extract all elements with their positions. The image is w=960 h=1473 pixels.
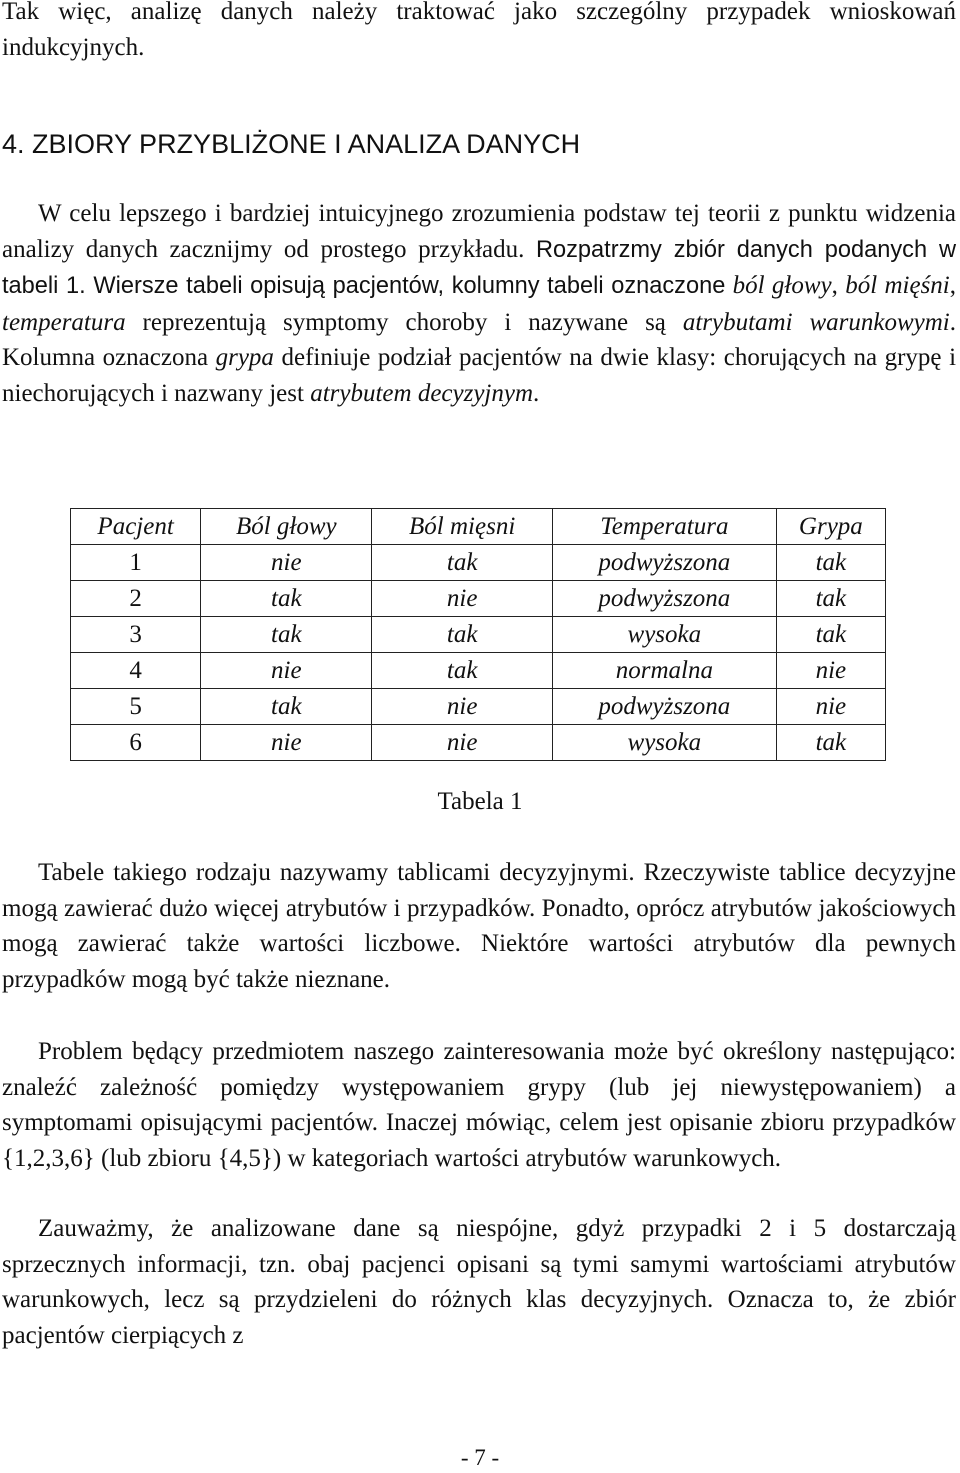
table-cell: nie xyxy=(372,725,553,761)
table-cell: tak xyxy=(372,545,553,581)
table-cell: tak xyxy=(201,689,372,725)
table-cell: 6 xyxy=(71,725,201,761)
table-cell: tak xyxy=(201,581,372,617)
table-cell: 2 xyxy=(71,581,201,617)
header-bol-miesni: Ból mięsni xyxy=(372,509,553,545)
punctuation: , xyxy=(831,272,838,300)
paragraph-decision-tables: Tabele takiego rodzaju nazywamy tablicami decyzyjnymi. Rzeczywiste tablice decyzyjne mogą zawierać dużo więcej atrybutów i przypadków. Ponadto, oprócz atrybutów jakościowych mogą zawierać także wartości liczbowe. Niektóre wartości atrybutów dla pewnych przypadków mogą być także nieznane. xyxy=(2,859,956,993)
table-caption: Tabela 1 xyxy=(437,788,523,815)
header-pacjent: Pacjent xyxy=(71,509,201,545)
table-cell: wysoka xyxy=(552,725,776,761)
table-cell: tak xyxy=(201,617,372,653)
term-grypa: grypa xyxy=(215,344,274,372)
section-heading: 4. ZBIORY PRZYBLIŻONE I ANALIZA DANYCH xyxy=(2,129,581,159)
table-header-row xyxy=(71,509,886,545)
table-cell: wysoka xyxy=(552,617,776,653)
table-cell: podwyższona xyxy=(552,581,776,617)
table-cell: nie xyxy=(372,581,553,617)
decision-table xyxy=(70,508,886,761)
punctuation: , xyxy=(949,272,957,300)
table-row xyxy=(71,689,886,725)
table-row xyxy=(71,653,886,689)
paragraph-sentence: . Kolumna oznaczona xyxy=(2,308,957,372)
paragraph-sentence: W celu lepszego i bardziej intuicyjnego zrozumienia podstaw tej teorii z punktu widzenia analizy danych zacznijmy od prostego przykładu. xyxy=(2,200,956,263)
header-grypa: Grypa xyxy=(776,509,885,545)
header-bol-glowy: Ból głowy xyxy=(201,509,372,545)
page-number: - 7 - xyxy=(460,1445,500,1470)
table-cell: tak xyxy=(776,581,885,617)
paragraph-inconsistency: Zauważmy, że analizowane dane są niespójne, gdyż przypadki 2 i 5 dostarczają sprzecznych informacji, tzn. obaj pacjenci opisani są tymi samymi wartościami atrybutów warunkowych, lecz są przydzieleni do różnych klas decyzyjnych. Oznacza to, że zbiór pacjentów cierpiących z xyxy=(2,1215,956,1349)
table-row xyxy=(71,725,886,761)
table-cell: tak xyxy=(776,545,885,581)
table-cell: 3 xyxy=(71,617,201,653)
paragraph-problem: Problem będący przedmiotem naszego zainteresowania może być określony następująco: znaleźć zależność pomiędzy występowaniem grypy (lub jej niewystępowaniem) a symptomami opisującymi pacjentów. Inaczej mówiąc, celem jest opisanie zbioru przypadków {1,2,3,6} (lub zbioru {4,5}) w kategoriach wartości atrybutów warunkowych. xyxy=(2,1038,956,1172)
term-bol-miesni: ból mięśni xyxy=(845,272,950,300)
header-temperatura: Temperatura xyxy=(552,509,776,545)
punctuation: . xyxy=(533,379,540,407)
table-cell: tak xyxy=(372,617,553,653)
table-cell: 5 xyxy=(71,689,201,725)
paragraph-intro-example xyxy=(2,196,956,412)
table-cell: tak xyxy=(372,653,553,689)
paragraph-sentence: reprezentują symptomy choroby i nazywane są xyxy=(142,308,666,336)
table-cell: podwyższona xyxy=(552,689,776,725)
table-cell: nie xyxy=(372,689,553,725)
term-bol-glowy: ból głowy xyxy=(732,272,832,300)
table-cell: tak xyxy=(776,617,885,653)
table-cell: tak xyxy=(776,725,885,761)
table-cell: podwyższona xyxy=(552,545,776,581)
table-cell: nie xyxy=(201,545,372,581)
term-atrybut-decyzyjny: atrybutem decyzyjnym xyxy=(310,379,534,407)
table-row xyxy=(71,581,886,617)
table-cell: nie xyxy=(201,653,372,689)
table-row xyxy=(71,545,886,581)
table-row xyxy=(71,617,886,653)
paragraph-sentence-sans: Rozpatrzmy zbiór danych podanych w tabeli 1. Wiersze tabeli opisują pacjentów, kolumny tabeli oznaczone xyxy=(2,236,957,300)
table-cell: nie xyxy=(776,689,885,725)
table-cell: 1 xyxy=(71,545,201,581)
term-atrybuty-warunkowe: atrybutami warunkowymi xyxy=(682,308,950,336)
intro-paragraph: Tak więc, analizę danych należy traktować jako szczególny przypadek wnioskowań indukcyjnych. xyxy=(2,0,956,61)
table-cell: nie xyxy=(201,725,372,761)
table-cell: nie xyxy=(776,653,885,689)
term-temperatura: temperatura xyxy=(2,308,126,336)
paragraph-sentence: definiuje podział pacjentów na dwie klasy: chorujących na grypę i niechorujących i nazwany jest xyxy=(2,344,957,407)
table-cell: normalna xyxy=(552,653,776,689)
table-cell: 4 xyxy=(71,653,201,689)
